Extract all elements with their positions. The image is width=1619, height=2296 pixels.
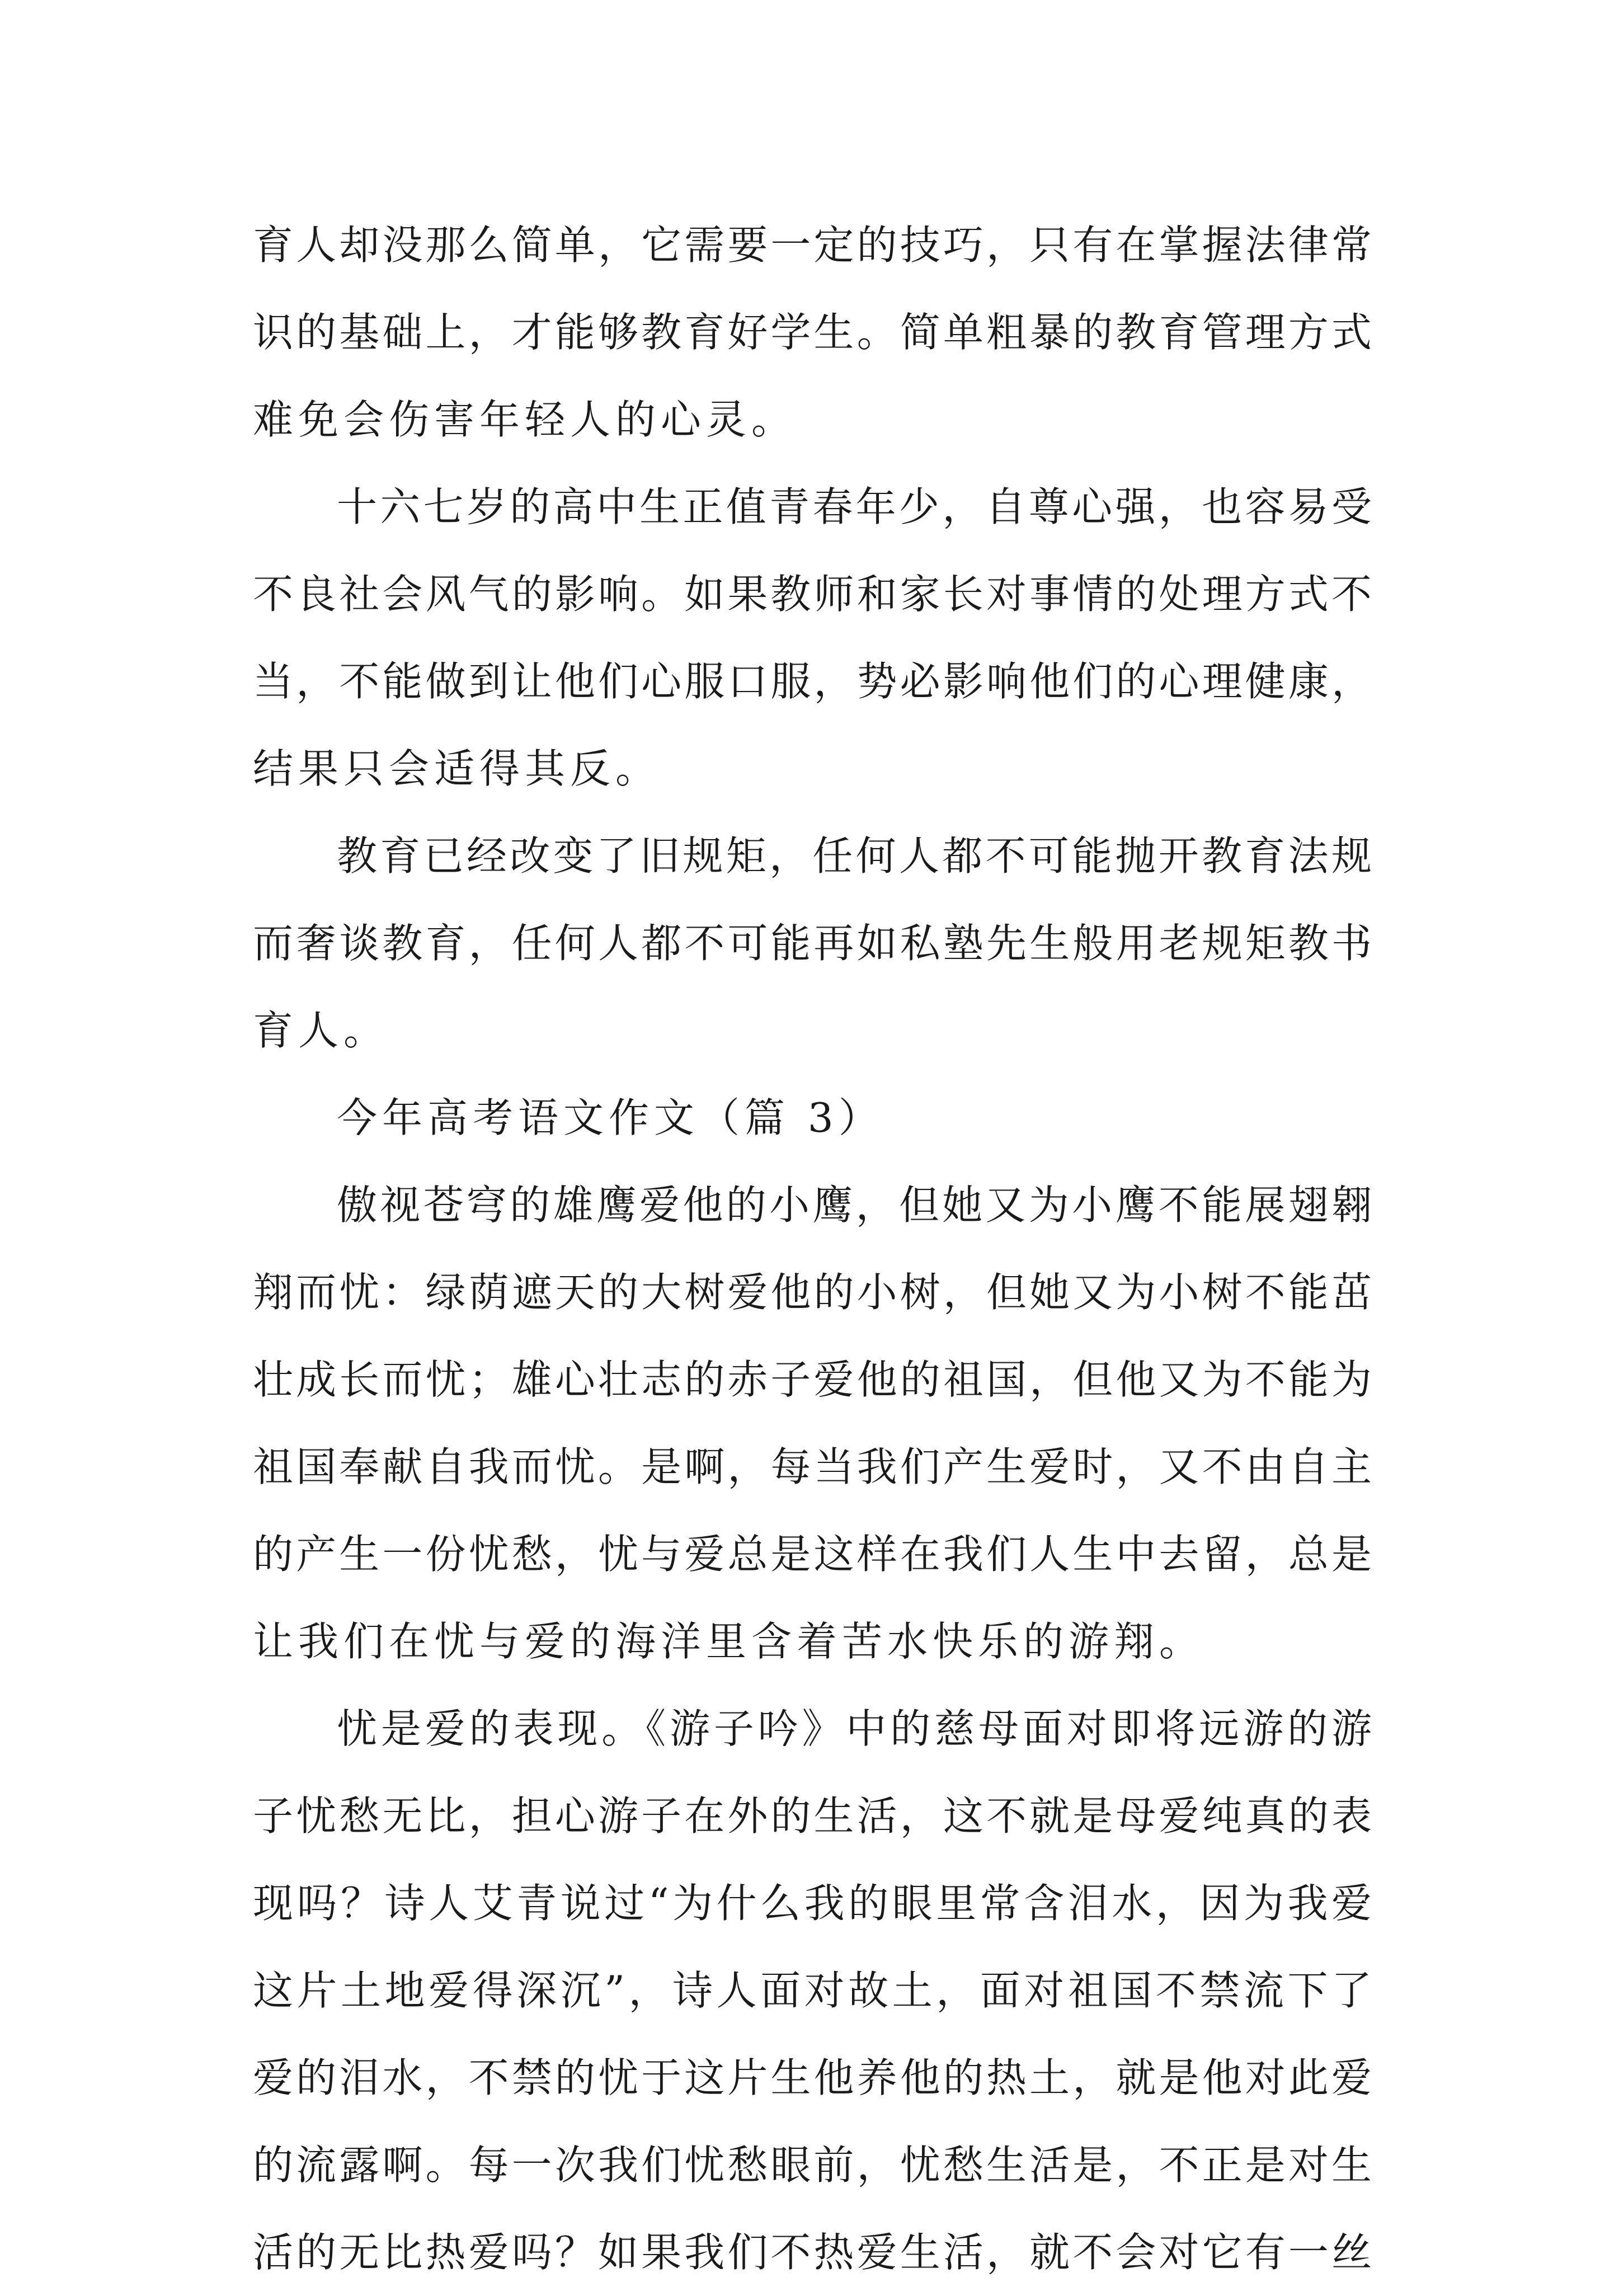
text-line: 子忧愁无比，担心游子在外的生活，这不就是母爱纯真的表 (253, 1792, 1372, 1839)
text-line: 育人。 (253, 1007, 389, 1054)
text-line: 难免会伤害年轻人的心灵。 (253, 396, 797, 443)
text-line: 结果只会适得其反。 (253, 745, 661, 792)
text-line: 而奢谈教育，任何人都不可能再如私塾先生般用老规矩教书 (253, 920, 1372, 967)
text-line: 识的基础上，才能够教育好学生。简单粗暴的教育管理方式 (253, 309, 1372, 356)
text-line: 壮成长而忧；雄心壮志的赤子爱他的祖国，但他又为不能为 (253, 1356, 1372, 1403)
text-line: 让我们在忧与爱的海洋里含着苦水快乐的游翔。 (253, 1618, 1205, 1665)
text-line: 活的无比热爱吗？如果我们不热爱生活，就不会对它有一丝 (253, 2229, 1372, 2276)
text-line: 的流露啊。每一次我们忧愁眼前，忧愁生活是，不正是对生 (253, 2142, 1372, 2189)
text-line: 这片土地爱得深沉”，诗人面对故土，面对祖国不禁流下了 (253, 1967, 1372, 2014)
text-line: 的产生一份忧愁，忧与爱总是这样在我们人生中去留，总是 (253, 1531, 1372, 1578)
paragraph-first-line: 忧是爱的表现。《游子吟》中的慈母面对即将远游的游 (337, 1705, 1372, 1752)
document-body (253, 201, 1372, 2296)
paragraph-first-line: 十六七岁的高中生正值青春年少，自尊心强，也容易受 (337, 483, 1372, 530)
text-line: 爱的泪水，不禁的忧于这片生他养他的热土，就是他对此爱 (253, 2054, 1372, 2101)
text-line: 现吗？诗人艾青说过“为什么我的眼里常含泪水，因为我爱 (253, 1880, 1372, 1927)
text-line: 祖国奉献自我而忧。是啊，每当我们产生爱时，又不由自主 (253, 1443, 1372, 1490)
paragraph-first-line: 教育已经改变了旧规矩，任何人都不可能抛开教育法规 (337, 832, 1372, 879)
text-line: 育人却没那么简单，它需要一定的技巧，只有在掌握法律常 (253, 222, 1372, 269)
text-line: 翔而忧：绿荫遮天的大树爱他的小树，但她又为小树不能茁 (253, 1269, 1372, 1316)
paragraph-first-line: 傲视苍穹的雄鹰爱他的小鹰，但她又为小鹰不能展翅翱 (337, 1182, 1372, 1229)
text-line: 当，不能做到让他们心服口服，势必影响他们的心理健康， (253, 658, 1372, 705)
text-line: 不良社会风气的影响。如果教师和家长对事情的处理方式不 (253, 571, 1372, 618)
section-heading: 今年高考语文作文（篇 3） (337, 1094, 884, 1141)
